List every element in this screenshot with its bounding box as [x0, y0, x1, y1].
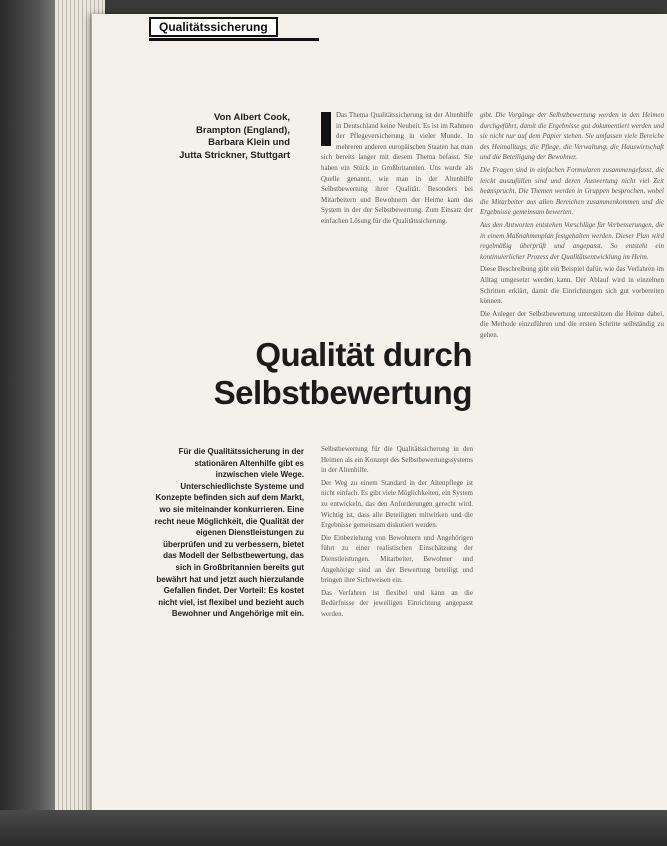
section-rule — [149, 38, 319, 41]
body-paragraph: Die Fragen sind in einfachen Formularen zusammengefasst, die leicht auszufüllen sind und deren Auswertung nicht viel Zeit beansprucht. Die Themen werden in Gruppen besprochen, wobei die Mitarbeiter aus allen Bereichen zusammenkommen und die Ergebnisse gemeinsam bewerten. — [480, 165, 664, 217]
body-paragraph: Diese Beschreibung gibt ein Beispiel dafür, wie das Verfahren im Alltag umgesetzt werden kann. Der Ablauf wird in einzelnen Schritten erklärt, damit die Einrichtungen sich gut vorbereiten können. — [480, 265, 664, 306]
article-intro: Für die Qualitätssicherung in der stationären Altenhilfe gibt es inzwischen viele Wege. Unterschiedlichste Systeme und Konzepte befinden sich auf dem Markt, wo sie miteinander konkurrieren. Eine recht neue Möglichkeit, die Qualität der eigenen Dienstleistungen zu überprüfen und zu verbessern, bietet das Modell der Selbstbewertung, das sich in Großbritannien bereits gut bewährt hat und jetzt auch hierzulande Gefallen findet. Der Vorteil: Es kostet nicht viel, ist flexibel und bezieht auch Bewohner und Angehörige mit ein. — [154, 447, 304, 619]
body-paragraph: Die Anleger der Selbstbewertung unterstützen die Heime dabei, die Methode einzuführen und die ersten Schritte selbständig zu gehen. — [480, 309, 664, 339]
body-paragraph: Das Thema Qualitätssicherung ist der Altenhilfe in Deutschland keine Neuheit. Es ist im Rahmen der Pflegeversicherung in vieler Munde. In mehreren anderen europäischen Staaten hat man sich bereits langer mit diesem Thema befasst. Sie haben ein Stück in Großbritannien. Uns wurde als Quelle genannt, wie man in der Altenhilfe Selbstbewertung ihrer Qualität. Besonders bei Mitarbeitern und Bewohnern der Heime kam das System in der der Selbstbewertung. Zum Einsatz der einfachen Lösung für die Qualitätssicherung. — [321, 111, 473, 225]
body-paragraph: Der Weg zu einem Standard in der Altenpflege ist nicht einfach. Es gibt viele Möglichkeiten, ein System zu entwickeln, das den Anforderungen gerecht wird. Wichtig ist, dass alle Beteiligten mitwirken und die Ergebnisse gemeinsam diskutiert werden. — [321, 478, 473, 530]
body-paragraph: Die Einbeziehung von Bewohnern und Angehörigen führt zu einer realistischen Einschätzung der Dienstleistungen. Mitarbeiter, Bewohner und Angehörige sind an der Bewertung beteiligt und bringen ihre Sichtweisen ein. — [321, 533, 473, 585]
article-headline — [152, 336, 472, 412]
body-column-2 — [480, 110, 664, 835]
section-label: Qualitätssicherung — [149, 17, 278, 37]
author-byline — [152, 112, 290, 162]
body-column-1-top — [321, 110, 473, 300]
magazine-page — [92, 14, 667, 846]
body-column-1-bottom — [321, 444, 473, 834]
background-bottom — [0, 810, 667, 846]
body-paragraph: Das Verfahren ist flexibel und kann an die Bedürfnisse der jeweiligen Einrichtung angepasst werden. — [321, 588, 473, 618]
body-paragraph: Aus den Antworten entstehen Vorschläge für Verbesserungen, die in einem Maßnahmenplan festgehalten werden. Dieser Plan wird regelmäßig überprüft und angepasst. So entsteht ein kontinuierlicher Prozess der Qualitätsentwicklung im Heim. — [480, 220, 664, 261]
background-left — [0, 0, 55, 846]
author-line: Brampton (England), — [196, 124, 290, 136]
body-paragraph: Selbstbewertung für die Qualitätssicherung in den Heimen als ein Konzept des Selbstbewertungssystems in der Altenhilfe. — [321, 445, 473, 475]
headline-line: Selbstbewertung — [213, 374, 472, 411]
dropcap-block — [321, 112, 331, 146]
headline-line: Qualität durch — [255, 336, 472, 373]
author-line: Jutta Strickner, Stuttgart — [179, 149, 290, 161]
author-line: Von Albert Cook, — [214, 112, 290, 123]
body-paragraph: gibt. Die Vorgänge der Selbstbewertung werden in den Heimen durchgeführt, damit die Ergebnisse gut dokumentiert werden und sie nicht nur auf dem Papier stehen. Sie umfassen viele Bereiche des Heimalltags, die Pflege, die Verwaltung, die Hauswirtschaft und die Beteiligung der Bewohner. — [480, 111, 664, 162]
author-line: Barbara Klein und — [208, 137, 290, 148]
